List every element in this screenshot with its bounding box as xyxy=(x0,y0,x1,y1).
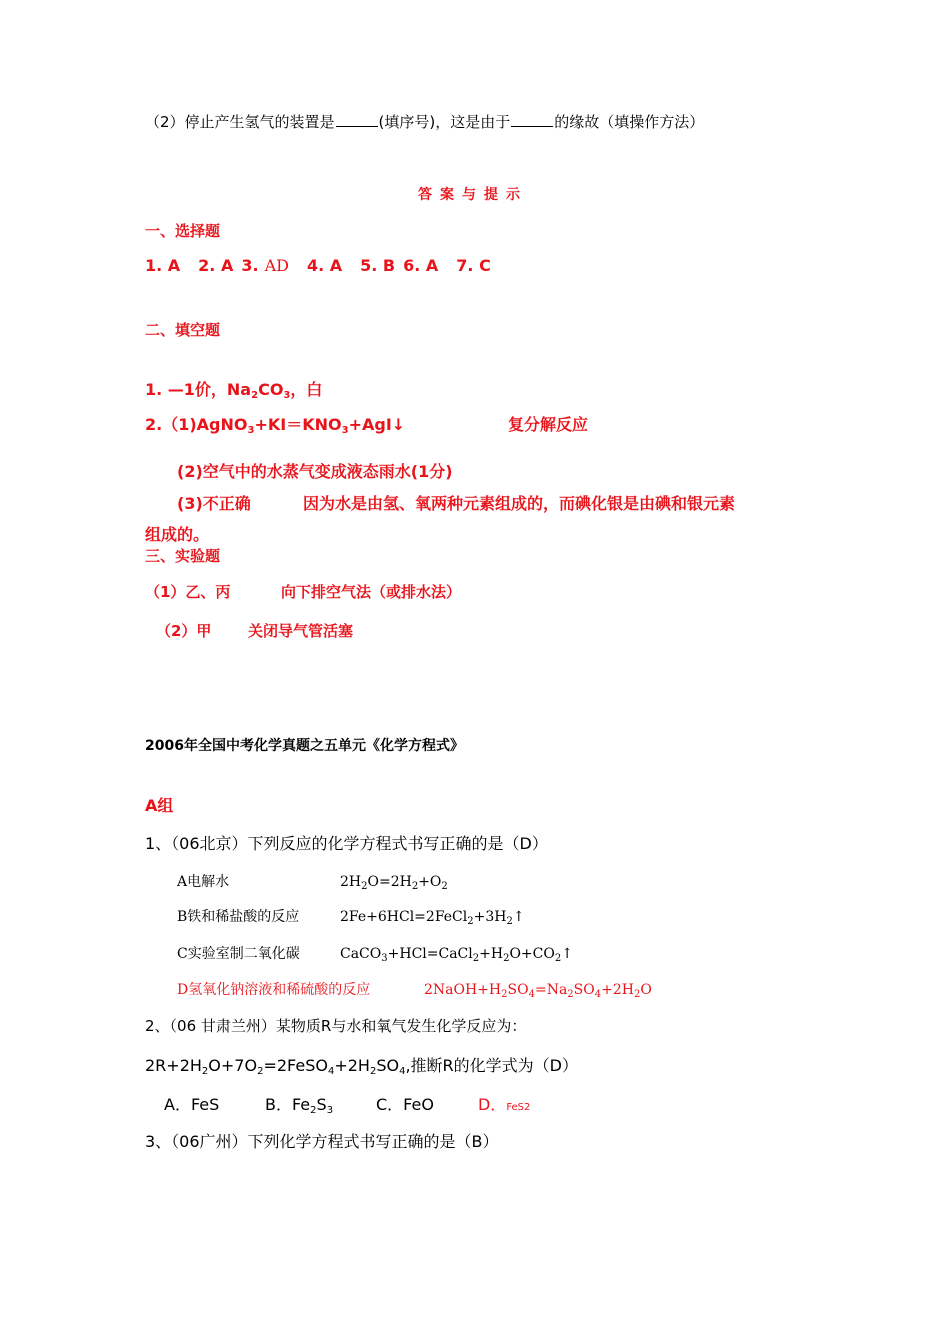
fill2-text: +KI＝KNO xyxy=(254,415,342,434)
eq-part: +O xyxy=(418,874,442,890)
q2-suffix: 的缘故（填操作方法） xyxy=(554,113,705,131)
answers-title: 答案与提示 xyxy=(418,187,528,203)
eq-part: +2H xyxy=(334,1056,370,1075)
choice-answer: 3. xyxy=(241,256,259,275)
section3-title: 三、实验题 xyxy=(145,547,221,565)
q2-option-d xyxy=(478,1095,530,1118)
eq-part: =Na xyxy=(534,982,568,998)
fill-answer-2-3a: (3)不正确 xyxy=(177,494,251,513)
subscript: 2 xyxy=(633,989,641,1000)
eq-part: 2H xyxy=(340,874,362,890)
eq-part: +HCl=CaCl xyxy=(387,946,473,962)
subscript: 2 xyxy=(467,916,474,927)
q1-option-b-label: B铁和稀盐酸的反应 xyxy=(177,909,300,925)
subscript: 4 xyxy=(327,1066,335,1077)
q1-option-c-label: C实验室制二氧化碳 xyxy=(177,946,300,962)
q1-option-d-equation xyxy=(424,980,652,1000)
fill-answer-2-3b: 因为水是由氢、氧两种元素组成的，而碘化银是由碘和银元素 xyxy=(303,494,736,513)
subscript: 2 xyxy=(251,390,259,401)
exp-answer-1b: 向下排空气法（或排水法） xyxy=(281,583,462,601)
q2-stem: 2、（06 甘肃兰州）某物质R与水和氧气发生化学反应为： xyxy=(145,1017,527,1035)
section1-title: 一、选择题 xyxy=(145,222,221,240)
subscript: 2 xyxy=(257,1066,264,1077)
group-label: A组 xyxy=(145,796,174,815)
subscript: 3 xyxy=(283,390,291,401)
question-2-line xyxy=(145,110,704,132)
subscript: 2 xyxy=(411,881,419,892)
fill1-text: ，白 xyxy=(290,380,323,399)
q1-stem: 1、（06北京）下列反应的化学方程式书写正确的是（D） xyxy=(145,834,548,853)
eq-part: +H xyxy=(479,946,504,962)
choice-answer: 1. A xyxy=(145,256,181,275)
exp-answer-1a: （1）乙、丙 xyxy=(145,583,231,601)
subscript: 2 xyxy=(506,916,513,927)
eq-part: O+7O xyxy=(208,1056,258,1075)
option-text: B．Fe xyxy=(265,1095,311,1114)
q1-option-a-equation xyxy=(340,872,448,892)
eq-part: SO xyxy=(507,982,529,998)
choice-answer: 5. B xyxy=(360,256,396,275)
eq-part: ↑ xyxy=(561,946,573,962)
subscript: 2 xyxy=(567,989,574,1000)
fill1-text: CO xyxy=(258,380,284,399)
subscript: 2 xyxy=(554,953,562,964)
subscript: 2 xyxy=(310,1105,317,1116)
eq-part: SO xyxy=(376,1056,400,1075)
q1-option-c-equation xyxy=(340,944,573,964)
q1-option-d-label: D氢氧化钠溶液和稀硫酸的反应 xyxy=(177,982,371,998)
eq-part: 2NaOH+H xyxy=(424,982,502,998)
eq-part: +2H xyxy=(601,982,634,998)
q1-option-b-equation xyxy=(340,907,525,927)
section2-title: 二、填空题 xyxy=(145,321,221,339)
eq-part: ↑ xyxy=(512,909,525,925)
subscript: 3 xyxy=(341,425,349,436)
subscript: 4 xyxy=(594,989,602,1000)
q2-option-c: C．FeO xyxy=(376,1095,434,1114)
eq-part: 2R+2H xyxy=(145,1056,202,1075)
subscript: 2 xyxy=(201,1066,209,1077)
fill2-text: 2.（1)AgNO xyxy=(145,415,248,434)
subscript: 3 xyxy=(326,1105,334,1116)
exam-heading: 2006年全国中考化学真题之五单元《化学方程式》 xyxy=(145,738,464,754)
choice-answer: 7. C xyxy=(456,256,491,275)
eq-part: 2Fe+6HCl=2FeCl xyxy=(340,909,468,925)
eq-part: ,推断R的化学式为（D） xyxy=(405,1056,578,1075)
eq-part: CaCO xyxy=(340,946,382,962)
eq-part: +3H xyxy=(473,909,507,925)
q1-option-a-label: A电解水 xyxy=(177,874,230,890)
choice-answer: 6. A xyxy=(403,256,439,275)
choice-answer: 4. A xyxy=(306,256,343,275)
subscript: 2 xyxy=(501,989,508,1000)
option-text: S xyxy=(316,1095,327,1114)
choice-answers xyxy=(145,256,491,276)
fill-answer-1 xyxy=(145,380,322,400)
exp-answer-2b: 关闭导气管活塞 xyxy=(248,622,354,640)
option-text-small: FeS2 xyxy=(506,1102,531,1113)
subscript: 4 xyxy=(528,989,535,1000)
q2-option-b xyxy=(265,1095,333,1115)
fill-answer-2-2: (2)空气中的水蒸气变成液态雨水(1分) xyxy=(177,462,453,481)
eq-part: SO xyxy=(573,982,595,998)
option-text: D． xyxy=(478,1095,507,1114)
choice-answer: AD xyxy=(264,256,289,275)
subscript: 2 xyxy=(503,953,510,964)
reaction-type: 复分解反应 xyxy=(508,415,589,434)
subscript: 4 xyxy=(399,1066,406,1077)
q3-stem: 3、（06广州）下列化学方程式书写正确的是（B） xyxy=(145,1132,499,1151)
subscript: 2 xyxy=(361,881,368,892)
q2-mid: (填序号)，这是由于 xyxy=(378,113,511,131)
eq-part: O=2H xyxy=(367,874,412,890)
eq-part: O+CO xyxy=(509,946,555,962)
fill1-text: 1. —1价，Na xyxy=(145,380,252,399)
answer-blank xyxy=(336,110,378,127)
exp-answer-2a: （2）甲 xyxy=(156,622,212,640)
fill-answer-2 xyxy=(145,415,405,435)
subscript: 3 xyxy=(247,425,255,436)
eq-part: =2FeSO xyxy=(263,1056,328,1075)
fill-answer-2-3c: 组成的。 xyxy=(145,525,210,544)
subscript: 2 xyxy=(472,953,480,964)
fill2-text: +AgI↓ xyxy=(348,415,406,434)
q2-prefix: （2）停止产生氢气的装置是 xyxy=(145,113,335,131)
q2-equation xyxy=(145,1056,578,1076)
subscript: 2 xyxy=(369,1066,377,1077)
answer-blank xyxy=(511,110,553,127)
choice-answer: 2. A xyxy=(198,256,234,275)
eq-part: O xyxy=(640,982,652,998)
q2-option-a: A．FeS xyxy=(164,1095,220,1114)
subscript: 3 xyxy=(381,953,388,964)
subscript: 2 xyxy=(441,881,448,892)
